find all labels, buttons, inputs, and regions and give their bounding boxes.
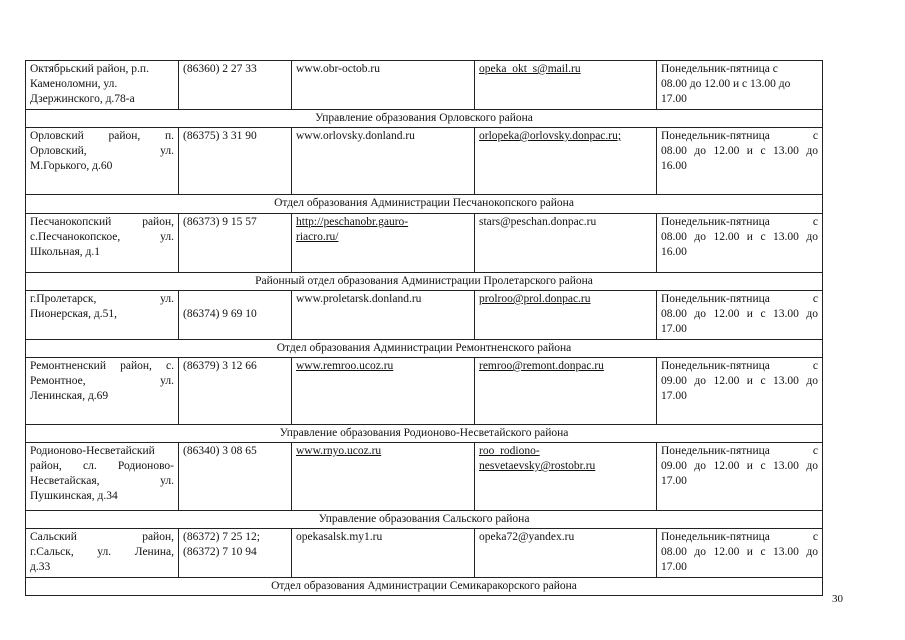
hours-cell xyxy=(657,291,823,340)
section-title: Отдел образования Администрации Ремонтненского района xyxy=(26,340,823,358)
hours-cell xyxy=(657,358,823,425)
hours-line: Понедельник-пятница с xyxy=(661,63,778,75)
address-line: Ленинская, д.69 xyxy=(30,390,109,402)
website-link[interactable] xyxy=(292,61,475,110)
section-header-row xyxy=(26,340,823,358)
hours-line: 17.00 xyxy=(661,390,687,402)
section-title: Управление образования Орловского района xyxy=(26,110,823,128)
hours-cell xyxy=(657,529,823,578)
website-line: www.proletarsk.donland.ru xyxy=(296,293,422,305)
address-line: Сальский район, xyxy=(30,531,174,543)
section-title: Управление образования Сальского района xyxy=(26,511,823,529)
hours-line: 09.00 до 12.00 и с 13.00 до xyxy=(661,375,818,387)
website-link[interactable] xyxy=(292,529,475,578)
address-line: Октябрьский район, р.п. xyxy=(30,63,149,75)
address-cell xyxy=(26,291,179,340)
address-line: Пионерская, д.51, xyxy=(30,308,117,320)
website-line: www.remroo.ucoz.ru xyxy=(296,360,394,372)
address-cell xyxy=(26,61,179,110)
phone-cell xyxy=(179,358,292,425)
section-title: Районный отдел образования Администрации Пролетарского района xyxy=(26,273,823,291)
phone-cell xyxy=(179,128,292,195)
email-link[interactable] xyxy=(475,214,657,273)
hours-line: 08.00 до 12.00 и с 13.00 до xyxy=(661,546,818,558)
section-title: Отдел образования Администрации Семикаракорского района xyxy=(26,578,823,596)
table-row xyxy=(26,128,823,195)
address-line: Песчанокопский район, xyxy=(30,216,174,228)
website-link[interactable] xyxy=(292,128,475,195)
email-line: orlopeka@orlovsky.donpac.ru; xyxy=(479,130,622,142)
address-line: Родионово-Несветайский xyxy=(30,445,155,457)
hours-line: 17.00 xyxy=(661,561,687,573)
hours-line: 08.00 до 12.00 и с 13.00 до xyxy=(661,231,818,243)
section-title: Отдел образования Администрации Песчанокопского района xyxy=(26,195,823,214)
table-row xyxy=(26,61,823,110)
table-row xyxy=(26,214,823,273)
website-link[interactable] xyxy=(292,443,475,511)
website-link[interactable] xyxy=(292,291,475,340)
website-line: opekasalsk.my1.ru xyxy=(296,531,383,543)
phone-cell xyxy=(179,214,292,273)
hours-line: 08.00 до 12.00 и с 13.00 до xyxy=(661,78,791,90)
page-number: 30 xyxy=(832,593,843,605)
address-line: с.Песчанокопское, ул. xyxy=(30,231,174,243)
phone-line: (86360) 2 27 33 xyxy=(183,63,257,75)
phone-cell xyxy=(179,291,292,340)
address-line: Пушкинская, д.34 xyxy=(30,490,118,502)
phone-line: (86372) 7 25 12; xyxy=(183,531,260,543)
table-row xyxy=(26,529,823,578)
address-line: район, сл. Родионово- xyxy=(30,460,174,472)
section-header-row xyxy=(26,110,823,128)
email-line: opeka_okt_s@mail.ru xyxy=(479,63,581,75)
phone-line: (86373) 9 15 57 xyxy=(183,216,257,228)
address-line: Ремонтненский район, с. xyxy=(30,360,174,372)
website-link[interactable] xyxy=(292,214,475,273)
section-header-row xyxy=(26,273,823,291)
phone-line: (86379) 3 12 66 xyxy=(183,360,257,372)
email-link[interactable] xyxy=(475,358,657,425)
website-line: www.obr-octob.ru xyxy=(296,63,380,75)
hours-line: 08.00 до 12.00 и с 13.00 до xyxy=(661,145,818,157)
phone-cell xyxy=(179,443,292,511)
address-line: Каменоломни, ул. xyxy=(30,78,118,90)
website-line: www.orlovsky.donland.ru xyxy=(296,130,415,142)
address-cell xyxy=(26,214,179,273)
section-header-row xyxy=(26,195,823,214)
email-link[interactable] xyxy=(475,128,657,195)
email-line: nesvetaevsky@rostobr.ru xyxy=(479,460,596,472)
address-cell xyxy=(26,128,179,195)
address-line: Орловский район, п. xyxy=(30,130,174,142)
section-header-row xyxy=(26,578,823,596)
address-line: д.33 xyxy=(30,561,51,573)
website-link[interactable] xyxy=(292,358,475,425)
email-line: prolroo@prol.donpac.ru xyxy=(479,293,591,305)
email-line: remroo@remont.donpac.ru xyxy=(479,360,604,372)
section-title: Управление образования Родионово-Несветайского района xyxy=(26,425,823,443)
email-link[interactable] xyxy=(475,291,657,340)
phone-line: (86340) 3 08 65 xyxy=(183,445,257,457)
phone-line xyxy=(183,292,287,307)
hours-line: 17.00 xyxy=(661,93,687,105)
hours-cell xyxy=(657,214,823,273)
phone-line: (86374) 9 69 10 xyxy=(183,308,257,320)
email-link[interactable] xyxy=(475,529,657,578)
hours-line: Понедельник-пятница с xyxy=(661,130,818,142)
address-line: Ремонтное, ул. xyxy=(30,375,174,387)
address-line: г.Сальск, ул. Ленина, xyxy=(30,546,174,558)
address-line: г.Пролетарск, ул. xyxy=(30,293,174,305)
address-line: Орловский, ул. xyxy=(30,145,174,157)
address-line: Несветайская, ул. xyxy=(30,475,174,487)
phone-cell xyxy=(179,529,292,578)
hours-line: Понедельник-пятница с xyxy=(661,216,818,228)
website-line: http://peschanobr.gauro- xyxy=(296,216,409,228)
address-cell xyxy=(26,358,179,425)
section-header-row xyxy=(26,425,823,443)
table-row xyxy=(26,358,823,425)
hours-line: Понедельник-пятница с xyxy=(661,531,818,543)
address-cell xyxy=(26,443,179,511)
hours-line: 16.00 xyxy=(661,160,687,172)
section-header-row xyxy=(26,511,823,529)
table-row xyxy=(26,291,823,340)
hours-cell xyxy=(657,61,823,110)
address-line: Дзержинского, д.78-а xyxy=(30,93,135,105)
hours-line: 16.00 xyxy=(661,246,687,258)
phone-line: (86375) 3 31 90 xyxy=(183,130,257,142)
email-link[interactable] xyxy=(475,61,657,110)
table-row xyxy=(26,443,823,511)
phone-line: (86372) 7 10 94 xyxy=(183,546,257,558)
website-line: riacro.ru/ xyxy=(296,231,339,243)
hours-line: Понедельник-пятница с xyxy=(661,360,818,372)
address-cell xyxy=(26,529,179,578)
phone-cell xyxy=(179,61,292,110)
email-line: stars@peschan.donpac.ru xyxy=(479,216,597,228)
address-line: М.Горького, д.60 xyxy=(30,160,113,172)
website-line: www.rnyo.ucoz.ru xyxy=(296,445,382,457)
hours-line: 09.00 до 12.00 и с 13.00 до xyxy=(661,460,818,472)
hours-cell xyxy=(657,128,823,195)
directory-table xyxy=(25,60,823,596)
hours-line: 17.00 xyxy=(661,475,687,487)
email-line: roo_rodiono- xyxy=(479,445,540,457)
email-link[interactable] xyxy=(475,443,657,511)
hours-line: Понедельник-пятница с xyxy=(661,293,818,305)
hours-line: Понедельник-пятница с xyxy=(661,445,818,457)
hours-line: 08.00 до 12.00 и с 13.00 до xyxy=(661,308,818,320)
email-line: opeka72@yandex.ru xyxy=(479,531,575,543)
address-line: Школьная, д.1 xyxy=(30,246,100,258)
hours-line: 17.00 xyxy=(661,323,687,335)
hours-cell xyxy=(657,443,823,511)
